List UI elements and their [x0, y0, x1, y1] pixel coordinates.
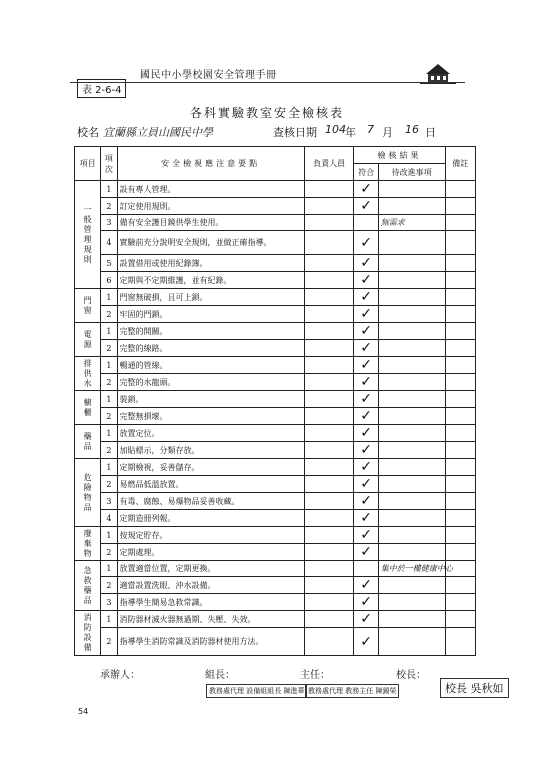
table-row	[75, 442, 476, 459]
table-row	[75, 323, 476, 340]
responsible-person	[304, 628, 354, 656]
table-row	[75, 544, 476, 561]
ok-check: ✓	[354, 289, 378, 306]
improvement-note	[378, 408, 445, 425]
responsible-person	[304, 357, 354, 374]
table-row	[75, 459, 476, 476]
responsible-person	[304, 493, 354, 510]
item-number: 1	[101, 459, 117, 476]
responsible-person	[304, 425, 354, 442]
leader-label: 組長：	[205, 670, 235, 681]
category-label: 門窗	[75, 289, 101, 323]
item-number: 2	[101, 442, 117, 459]
item-text: 訂定使用規則。	[117, 198, 304, 215]
table-row	[75, 493, 476, 510]
remark-cell	[445, 442, 475, 459]
table-row	[75, 357, 476, 374]
item-text: 指導學生簡易急救常識。	[117, 594, 304, 611]
ok-check: ✓	[354, 181, 378, 198]
table-row	[75, 374, 476, 391]
table-row	[75, 181, 476, 198]
item-number: 2	[101, 628, 117, 656]
principal-stamp: 校長 吳秋如	[440, 678, 509, 698]
remark-cell	[445, 289, 475, 306]
item-text: 實驗前充分說明安全規則，並做正確指導。	[117, 231, 304, 255]
table-row	[75, 340, 476, 357]
ok-check: ✓	[354, 425, 378, 442]
responsible-person	[304, 544, 354, 561]
item-text: 設置借用或使用紀錄簿。	[117, 255, 304, 272]
responsible-person	[304, 594, 354, 611]
responsible-person	[304, 306, 354, 323]
table-row	[75, 425, 476, 442]
responsible-person	[304, 391, 354, 408]
remark-cell	[445, 306, 475, 323]
item-number: 3	[101, 493, 117, 510]
improvement-note	[378, 527, 445, 544]
header-divider	[70, 82, 465, 83]
item-number: 2	[101, 374, 117, 391]
ok-check: ✓	[354, 231, 378, 255]
responsible-person	[304, 323, 354, 340]
remark-cell	[445, 215, 475, 231]
director-stamp: 教務處代理 教務主任 陳錫榮	[305, 684, 399, 698]
table-row	[75, 594, 476, 611]
item-text: 裝鎖。	[117, 391, 304, 408]
ok-check: ✓	[354, 306, 378, 323]
col-item: 項目	[75, 147, 101, 181]
principal-label: 校長：	[396, 670, 426, 681]
improvement-note	[378, 357, 445, 374]
table-row	[75, 611, 476, 628]
remark-cell	[445, 527, 475, 544]
improvement-note	[378, 493, 445, 510]
remark-cell	[445, 476, 475, 493]
col-ok: 符合	[354, 164, 378, 181]
item-text: 設有專人管理。	[117, 181, 304, 198]
item-text: 定期造冊列報。	[117, 510, 304, 527]
ok-check: ✓	[354, 255, 378, 272]
item-number: 1	[101, 181, 117, 198]
leader-stamp: 教務處代理 設備組組長 陳進華	[206, 684, 307, 698]
page-number: 54	[78, 707, 89, 716]
item-text: 完整的線路。	[117, 340, 304, 357]
item-number: 1	[101, 611, 117, 628]
remark-cell	[445, 357, 475, 374]
col-person: 負責人員	[304, 147, 354, 181]
date-month: 7	[367, 123, 374, 136]
improvement-note	[378, 374, 445, 391]
col-seq: 項次	[101, 147, 117, 181]
improvement-note	[378, 577, 445, 594]
remark-cell	[445, 628, 475, 656]
table-row	[75, 198, 476, 215]
day-char: 日	[425, 126, 436, 139]
item-number: 1	[101, 357, 117, 374]
table-row	[75, 527, 476, 544]
improvement-note	[378, 289, 445, 306]
remark-cell	[445, 594, 475, 611]
category-label: 排供水	[75, 357, 101, 391]
improvement-note	[378, 323, 445, 340]
table-row	[75, 577, 476, 594]
col-points: 安全檢視應注意要點	[117, 147, 304, 181]
improvement-note	[378, 181, 445, 198]
item-text: 定期處理。	[117, 544, 304, 561]
item-text: 放置定位。	[117, 425, 304, 442]
ok-check: ✓	[354, 442, 378, 459]
remark-cell	[445, 181, 475, 198]
month-char: 月	[382, 126, 393, 139]
item-text: 門窗無破損，且可上鎖。	[117, 289, 304, 306]
item-text: 完整的開關。	[117, 323, 304, 340]
table-row	[75, 408, 476, 425]
ok-check: ✓	[354, 628, 378, 656]
item-number: 2	[101, 408, 117, 425]
item-text: 放置適當位置，定期更換。	[117, 561, 304, 577]
item-text: 易燃品低溫放置。	[117, 476, 304, 493]
table-row	[75, 306, 476, 323]
improvement-note: 集中於一樓健康中心	[378, 561, 445, 577]
col-remark: 備註	[445, 147, 475, 181]
item-text: 定期與不定期維護，並有紀錄。	[117, 272, 304, 289]
responsible-person	[304, 561, 354, 577]
improvement-note	[378, 425, 445, 442]
school-row	[77, 124, 467, 142]
responsible-person	[304, 442, 354, 459]
item-text: 指導學生消防常識及消防器材使用方法。	[117, 628, 304, 656]
school-label: 校名	[77, 126, 99, 139]
remark-cell	[445, 323, 475, 340]
category-label: 急救藥品	[75, 561, 101, 611]
item-number: 1	[101, 425, 117, 442]
category-label: 廢棄物	[75, 527, 101, 561]
ok-check: ✓	[354, 374, 378, 391]
ok-check: ✓	[354, 459, 378, 476]
responsible-person	[304, 198, 354, 215]
item-text: 完整的水龍頭。	[117, 374, 304, 391]
improvement-note	[378, 231, 445, 255]
ok-check: ✓	[354, 493, 378, 510]
form-title: 各科實驗教室安全檢核表	[190, 106, 345, 120]
improvement-note	[378, 255, 445, 272]
responsible-person	[304, 289, 354, 306]
table-tag: 表 2-6-4	[77, 79, 126, 98]
improvement-note	[378, 459, 445, 476]
date-year: 104	[325, 123, 346, 136]
remark-cell	[445, 391, 475, 408]
inspection-table	[74, 146, 476, 656]
improvement-note	[378, 391, 445, 408]
table-row	[75, 231, 476, 255]
improvement-note: 無需求	[378, 215, 445, 231]
category-label: 電源	[75, 323, 101, 357]
item-text: 按規定貯存。	[117, 527, 304, 544]
ok-check: ✓	[354, 577, 378, 594]
ok-check: ✓	[354, 510, 378, 527]
improvement-note	[378, 628, 445, 656]
responsible-person	[304, 340, 354, 357]
category-label: 櫥櫃	[75, 391, 101, 425]
improvement-note	[378, 306, 445, 323]
responsible-person	[304, 510, 354, 527]
item-text: 暢通的管線。	[117, 357, 304, 374]
table-row	[75, 476, 476, 493]
date-day: 16	[405, 123, 419, 136]
item-text: 消防器材滅火器無過期、失壓、失效。	[117, 611, 304, 628]
item-number: 1	[101, 527, 117, 544]
remark-cell	[445, 611, 475, 628]
improvement-note	[378, 442, 445, 459]
remark-cell	[445, 510, 475, 527]
remark-cell	[445, 459, 475, 476]
responsible-person	[304, 181, 354, 198]
item-number: 3	[101, 594, 117, 611]
item-number: 6	[101, 272, 117, 289]
remark-cell	[445, 255, 475, 272]
table-row	[75, 628, 476, 656]
category-label: 一般管理規則	[75, 181, 101, 289]
item-text: 定期檢視，妥善儲存。	[117, 459, 304, 476]
table-row	[75, 391, 476, 408]
ok-check: ✓	[354, 408, 378, 425]
year-char: 年	[345, 126, 356, 139]
ok-check: ✓	[354, 391, 378, 408]
ok-check: ✓	[354, 594, 378, 611]
improvement-note	[378, 198, 445, 215]
remark-cell	[445, 425, 475, 442]
ok-check: ✓	[354, 323, 378, 340]
col-todo: 待改進事項	[378, 164, 445, 181]
improvement-note	[378, 544, 445, 561]
ok-check: ✓	[354, 544, 378, 561]
item-number: 2	[101, 577, 117, 594]
item-text: 適當設置洗眼、沖水設備。	[117, 577, 304, 594]
category-label: 危險物品	[75, 459, 101, 527]
item-number: 2	[101, 340, 117, 357]
responsible-person	[304, 408, 354, 425]
remark-cell	[445, 231, 475, 255]
col-result: 檢核結果	[354, 147, 445, 164]
improvement-note	[378, 510, 445, 527]
item-number: 4	[101, 231, 117, 255]
item-text: 牢固的門鎖。	[117, 306, 304, 323]
item-number: 2	[101, 476, 117, 493]
ok-check: ✓	[354, 527, 378, 544]
responsible-person	[304, 374, 354, 391]
handler-label: 承辦人：	[100, 670, 140, 681]
remark-cell	[445, 493, 475, 510]
item-number: 2	[101, 306, 117, 323]
item-number: 5	[101, 255, 117, 272]
item-number: 1	[101, 323, 117, 340]
responsible-person	[304, 272, 354, 289]
ok-check: ✓	[354, 476, 378, 493]
responsible-person	[304, 476, 354, 493]
item-number: 4	[101, 510, 117, 527]
category-label: 消防設備	[75, 611, 101, 656]
responsible-person	[304, 255, 354, 272]
item-text: 加貼標示，分類存放。	[117, 442, 304, 459]
responsible-person	[304, 459, 354, 476]
item-number: 2	[101, 544, 117, 561]
director-label: 主任：	[300, 670, 330, 681]
responsible-person	[304, 611, 354, 628]
school-name: 宜蘭縣立員山國民中學	[103, 126, 213, 139]
remark-cell	[445, 577, 475, 594]
improvement-note	[378, 272, 445, 289]
table-row	[75, 510, 476, 527]
improvement-note	[378, 594, 445, 611]
manual-title: 國民中小學校園安全管理手冊	[140, 70, 277, 81]
responsible-person	[304, 527, 354, 544]
improvement-note	[378, 611, 445, 628]
table-row	[75, 255, 476, 272]
table-row	[75, 289, 476, 306]
table-row	[75, 272, 476, 289]
item-text: 備有安全護目鏡供學生使用。	[117, 215, 304, 231]
ok-check: ✓	[354, 611, 378, 628]
responsible-person	[304, 231, 354, 255]
remark-cell	[445, 340, 475, 357]
item-number: 3	[101, 215, 117, 231]
improvement-note	[378, 476, 445, 493]
responsible-person	[304, 577, 354, 594]
ok-check	[354, 561, 378, 577]
item-number: 2	[101, 198, 117, 215]
remark-cell	[445, 272, 475, 289]
table-row	[75, 561, 476, 577]
item-text: 完整無損壞。	[117, 408, 304, 425]
remark-cell	[445, 198, 475, 215]
ok-check: ✓	[354, 198, 378, 215]
item-number: 1	[101, 289, 117, 306]
table-row	[75, 215, 476, 231]
remark-cell	[445, 374, 475, 391]
ok-check: ✓	[354, 357, 378, 374]
item-text: 有毒、腐蝕、易爆物品妥善收藏。	[117, 493, 304, 510]
item-number: 1	[101, 391, 117, 408]
improvement-note	[378, 340, 445, 357]
responsible-person	[304, 215, 354, 231]
ok-check: ✓	[354, 340, 378, 357]
ok-check: ✓	[354, 272, 378, 289]
item-number: 1	[101, 561, 117, 577]
ok-check	[354, 215, 378, 231]
remark-cell	[445, 544, 475, 561]
date-label: 查核日期	[273, 126, 317, 139]
category-label: 藥品	[75, 425, 101, 459]
remark-cell	[445, 408, 475, 425]
